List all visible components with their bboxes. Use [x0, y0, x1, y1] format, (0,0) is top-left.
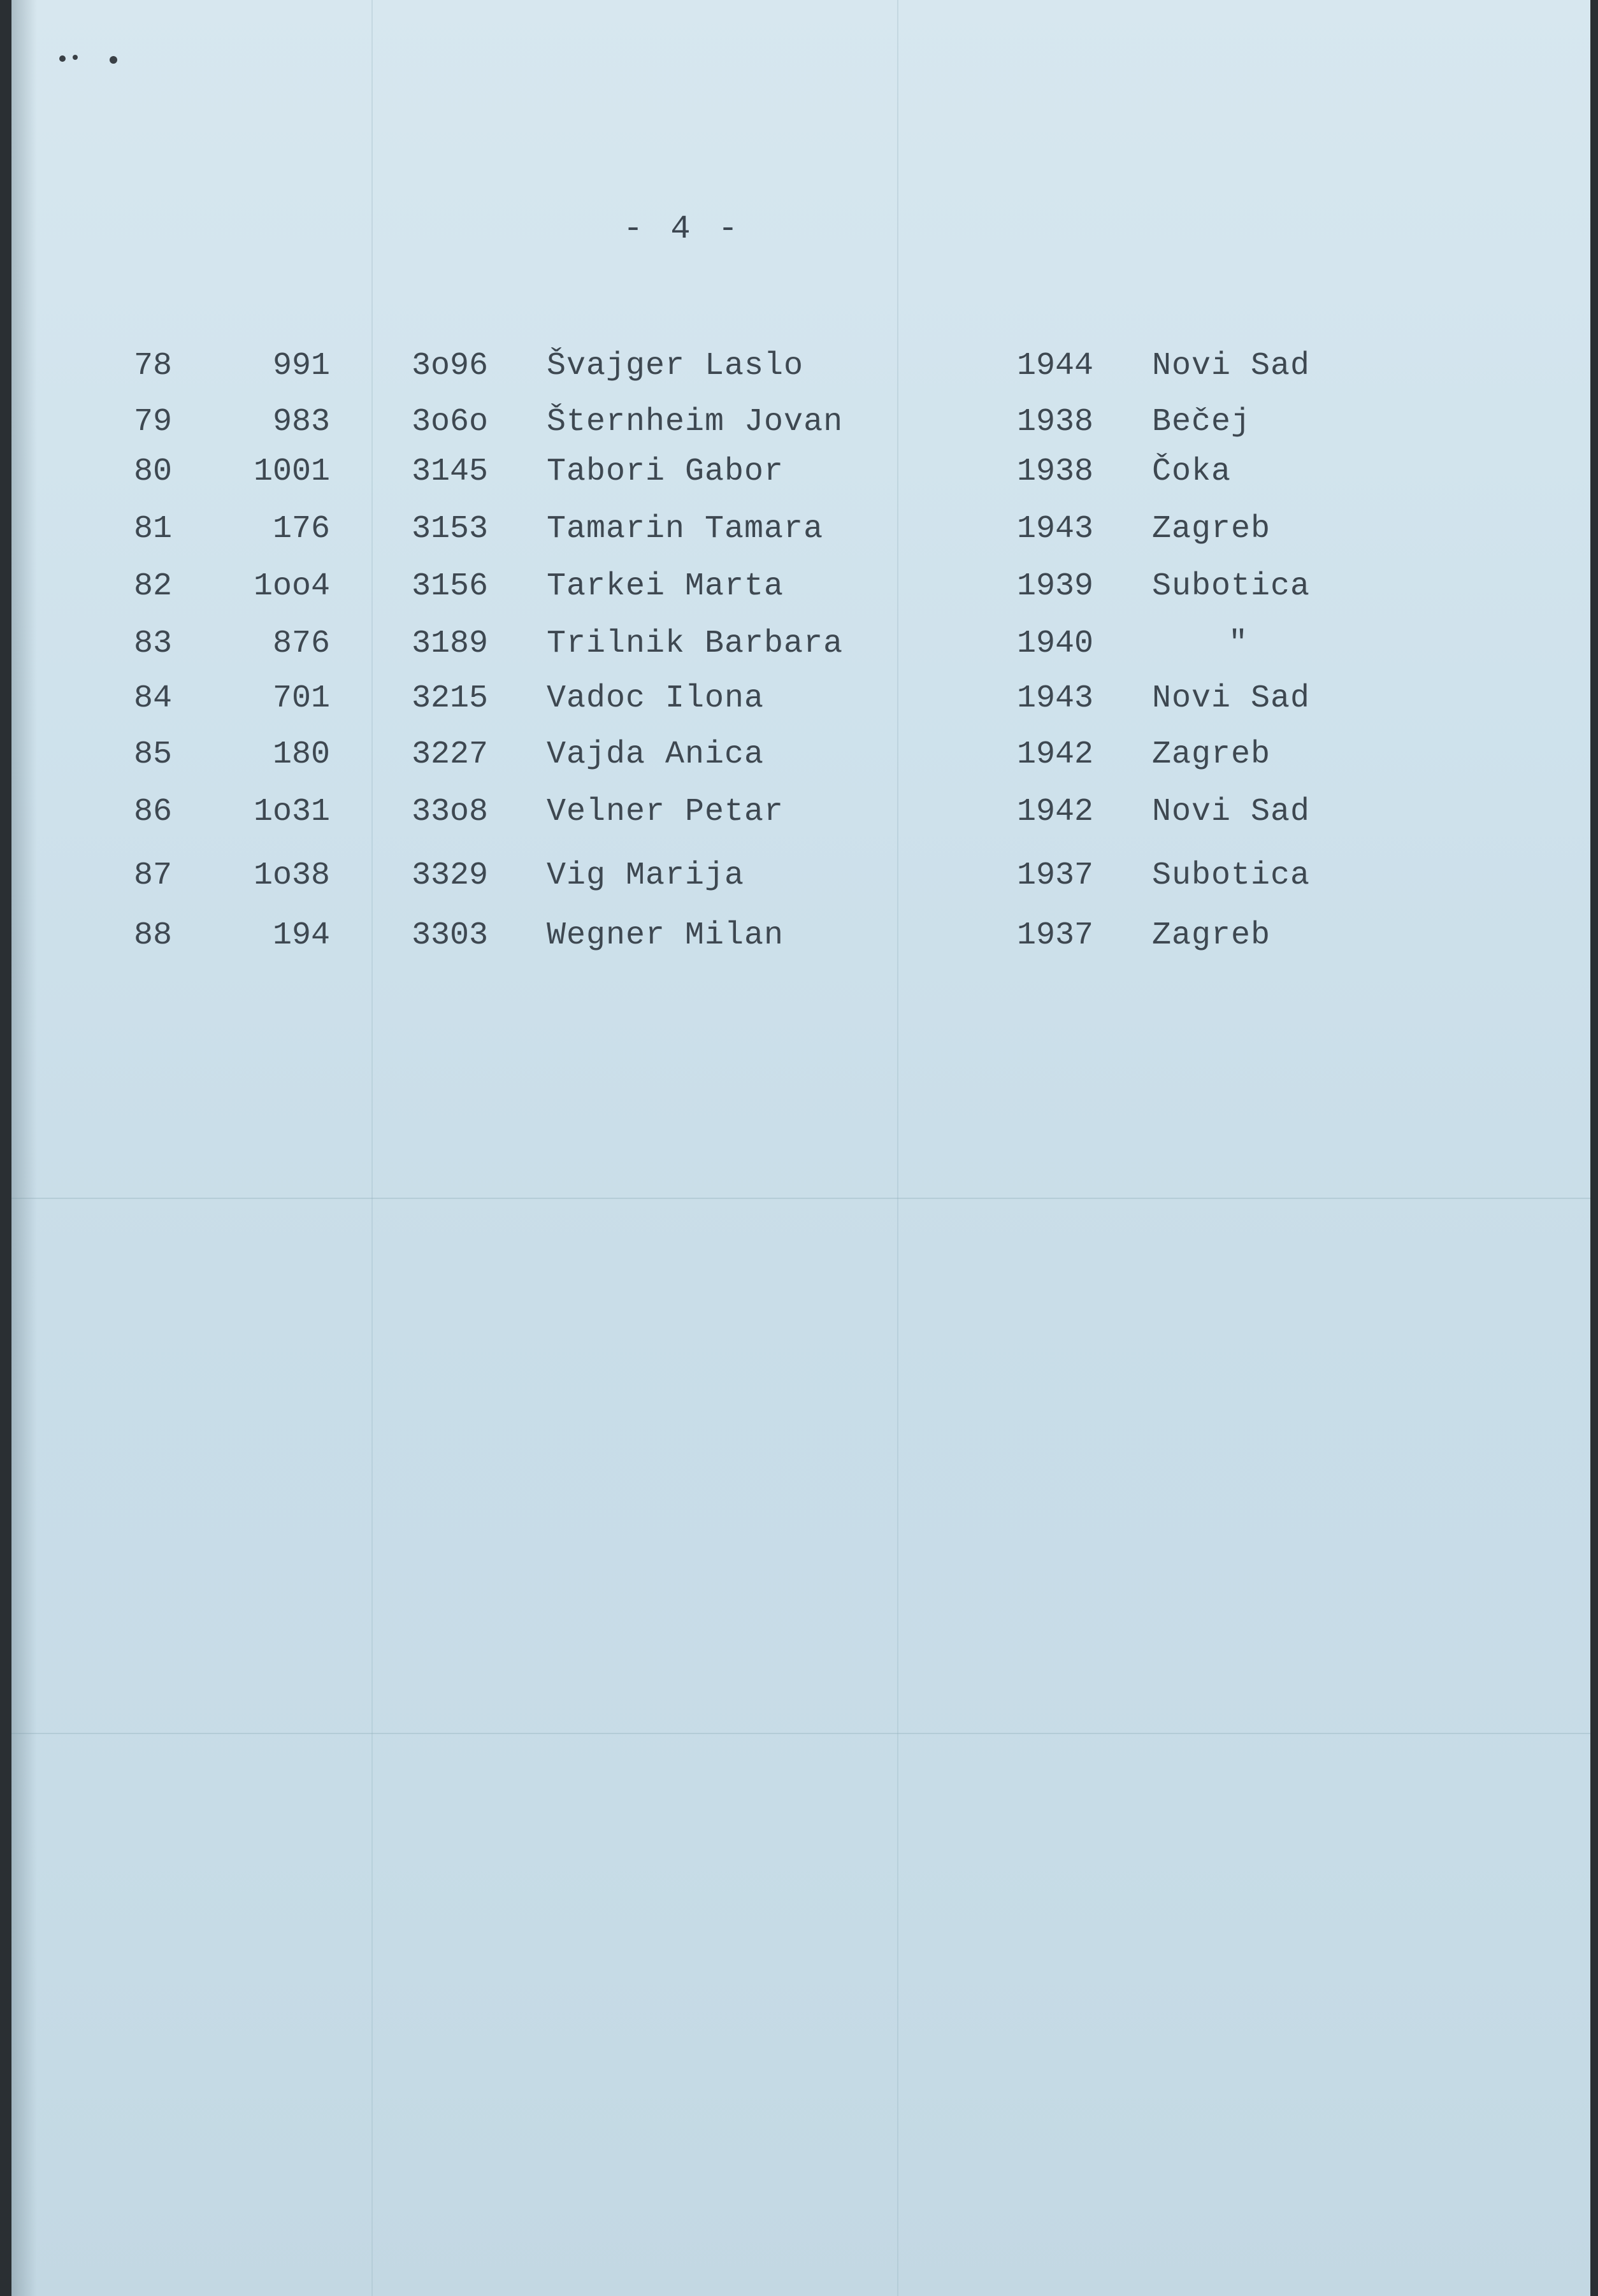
record-place: Bečej: [1152, 404, 1251, 440]
record-place: Zagreb: [1152, 736, 1271, 773]
record-year: 1942: [1017, 736, 1094, 773]
record-number: 86: [134, 794, 173, 830]
table-row: [11, 790, 1590, 835]
record-name: Tamarin Tamara: [547, 511, 824, 547]
staple-mark: [50, 45, 126, 70]
record-year: 1942: [1017, 794, 1094, 830]
record-code: 3145: [412, 454, 489, 490]
record-year: 1938: [1017, 454, 1094, 490]
record-place: Subotica: [1152, 568, 1311, 605]
record-place: Subotica: [1152, 857, 1311, 894]
record-id: 1o38: [253, 857, 330, 894]
record-year: 1939: [1017, 568, 1094, 605]
record-place: Novi Sad: [1152, 794, 1311, 830]
record-name: Tabori Gabor: [547, 454, 784, 490]
record-name: Wegner Milan: [547, 917, 784, 954]
record-id: 180: [272, 736, 330, 773]
table-row: [11, 344, 1590, 389]
record-place: Čoka: [1152, 454, 1232, 490]
document-page: [11, 0, 1590, 2296]
table-row: [11, 677, 1590, 721]
page-number: - 4 -: [623, 210, 742, 248]
record-name: Vig Marija: [547, 857, 745, 894]
record-code: 33o8: [412, 794, 489, 830]
record-id: 194: [272, 917, 330, 954]
table-row: [11, 733, 1590, 777]
record-code: 3303: [412, 917, 489, 954]
record-name: Švajger Laslo: [547, 348, 804, 384]
table-row: [11, 622, 1590, 666]
record-code: 3153: [412, 511, 489, 547]
record-name: Trilnik Barbara: [547, 626, 844, 662]
paper-fold-line: [11, 1198, 1590, 1199]
record-code: 3o96: [412, 348, 489, 384]
record-id: 983: [272, 404, 330, 440]
record-year: 1937: [1017, 857, 1094, 894]
record-year: 1937: [1017, 917, 1094, 954]
record-number: 87: [134, 857, 173, 894]
record-number: 84: [134, 680, 173, 717]
record-id: 176: [272, 511, 330, 547]
record-number: 81: [134, 511, 173, 547]
record-id: 991: [272, 348, 330, 384]
record-code: 3156: [412, 568, 489, 605]
table-row: [11, 854, 1590, 898]
record-year: 1943: [1017, 680, 1094, 717]
record-year: 1938: [1017, 404, 1094, 440]
table-row: [11, 914, 1590, 958]
record-number: 80: [134, 454, 173, 490]
record-name: Tarkei Marta: [547, 568, 784, 605]
record-number: 78: [134, 348, 173, 384]
record-year: 1944: [1017, 348, 1094, 384]
record-number: 88: [134, 917, 173, 954]
record-name: Vajda Anica: [547, 736, 765, 773]
record-id: 1o31: [253, 794, 330, 830]
record-id: 876: [272, 626, 330, 662]
record-number: 79: [134, 404, 173, 440]
record-place: Novi Sad: [1152, 348, 1311, 384]
record-number: 82: [134, 568, 173, 605]
table-row: [11, 507, 1590, 552]
record-year: 1943: [1017, 511, 1094, 547]
record-place: Novi Sad: [1152, 680, 1311, 717]
table-row: [11, 450, 1590, 494]
record-year: 1940: [1017, 626, 1094, 662]
record-number: 83: [134, 626, 173, 662]
record-code: 3189: [412, 626, 489, 662]
record-code: 3215: [412, 680, 489, 717]
table-row: [11, 400, 1590, 445]
record-id: 701: [272, 680, 330, 717]
record-id: 1oo4: [253, 568, 330, 605]
record-name: Velner Petar: [547, 794, 784, 830]
paper-fold-line: [11, 1733, 1590, 1734]
record-code: 3227: [412, 736, 489, 773]
table-row: [11, 564, 1590, 609]
record-place: Zagreb: [1152, 917, 1271, 954]
record-code: 3329: [412, 857, 489, 894]
record-name: Vadoc Ilona: [547, 680, 765, 717]
record-number: 85: [134, 736, 173, 773]
ditto-mark: ": [1228, 626, 1249, 662]
record-name: Šternheim Jovan: [547, 404, 844, 440]
record-id: 1001: [253, 454, 330, 490]
record-code: 3o6o: [412, 404, 489, 440]
record-place: Zagreb: [1152, 511, 1271, 547]
